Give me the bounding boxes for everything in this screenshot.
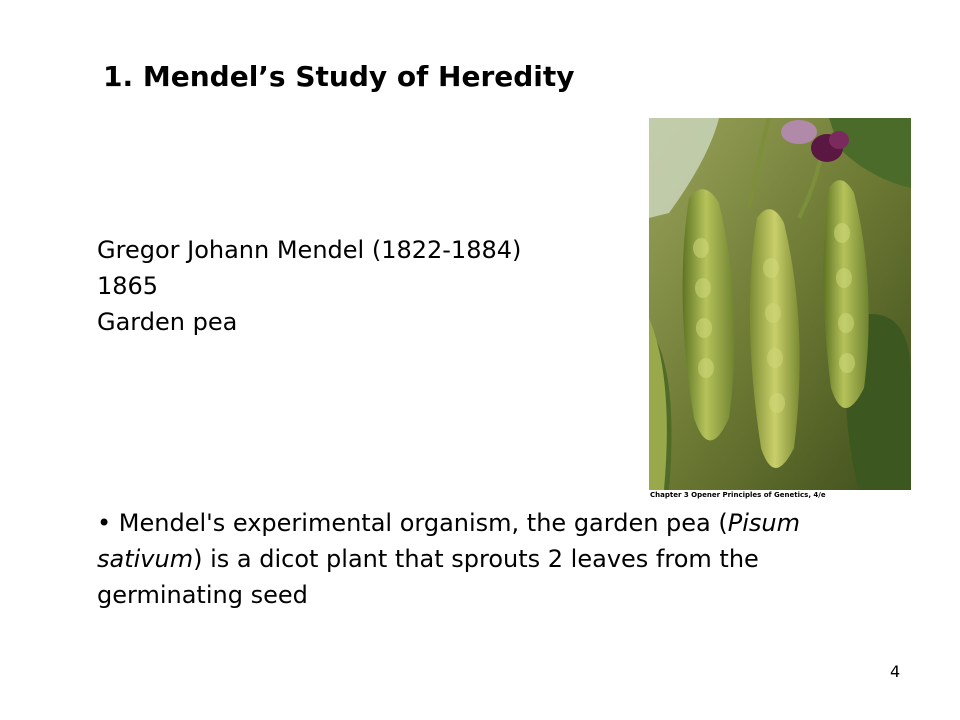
scientific-name: Pisum sativum (97, 509, 800, 573)
pea-pods-illustration (649, 118, 911, 490)
photo-caption: Chapter 3 Opener Principles of Genetics, 4/e (650, 491, 826, 499)
bullet-marker: • (97, 509, 112, 537)
bullet-point (97, 505, 867, 613)
bullet-text-part1: Mendel's experimental organism, the garden pea ( (111, 509, 728, 537)
slide-title: 1. Mendel’s Study of Heredity (103, 60, 575, 93)
page-number: 4 (890, 662, 901, 681)
facts-list (97, 232, 521, 340)
fact-year: 1865 (97, 272, 159, 300)
fact-organism: Garden pea (97, 308, 238, 336)
bullet-text-part2: ) is a dicot plant that sprouts 2 leaves from the germinating seed (97, 545, 759, 609)
garden-pea-photo (649, 118, 911, 490)
fact-scientist: Gregor Johann Mendel (1822-1884) (97, 236, 522, 264)
